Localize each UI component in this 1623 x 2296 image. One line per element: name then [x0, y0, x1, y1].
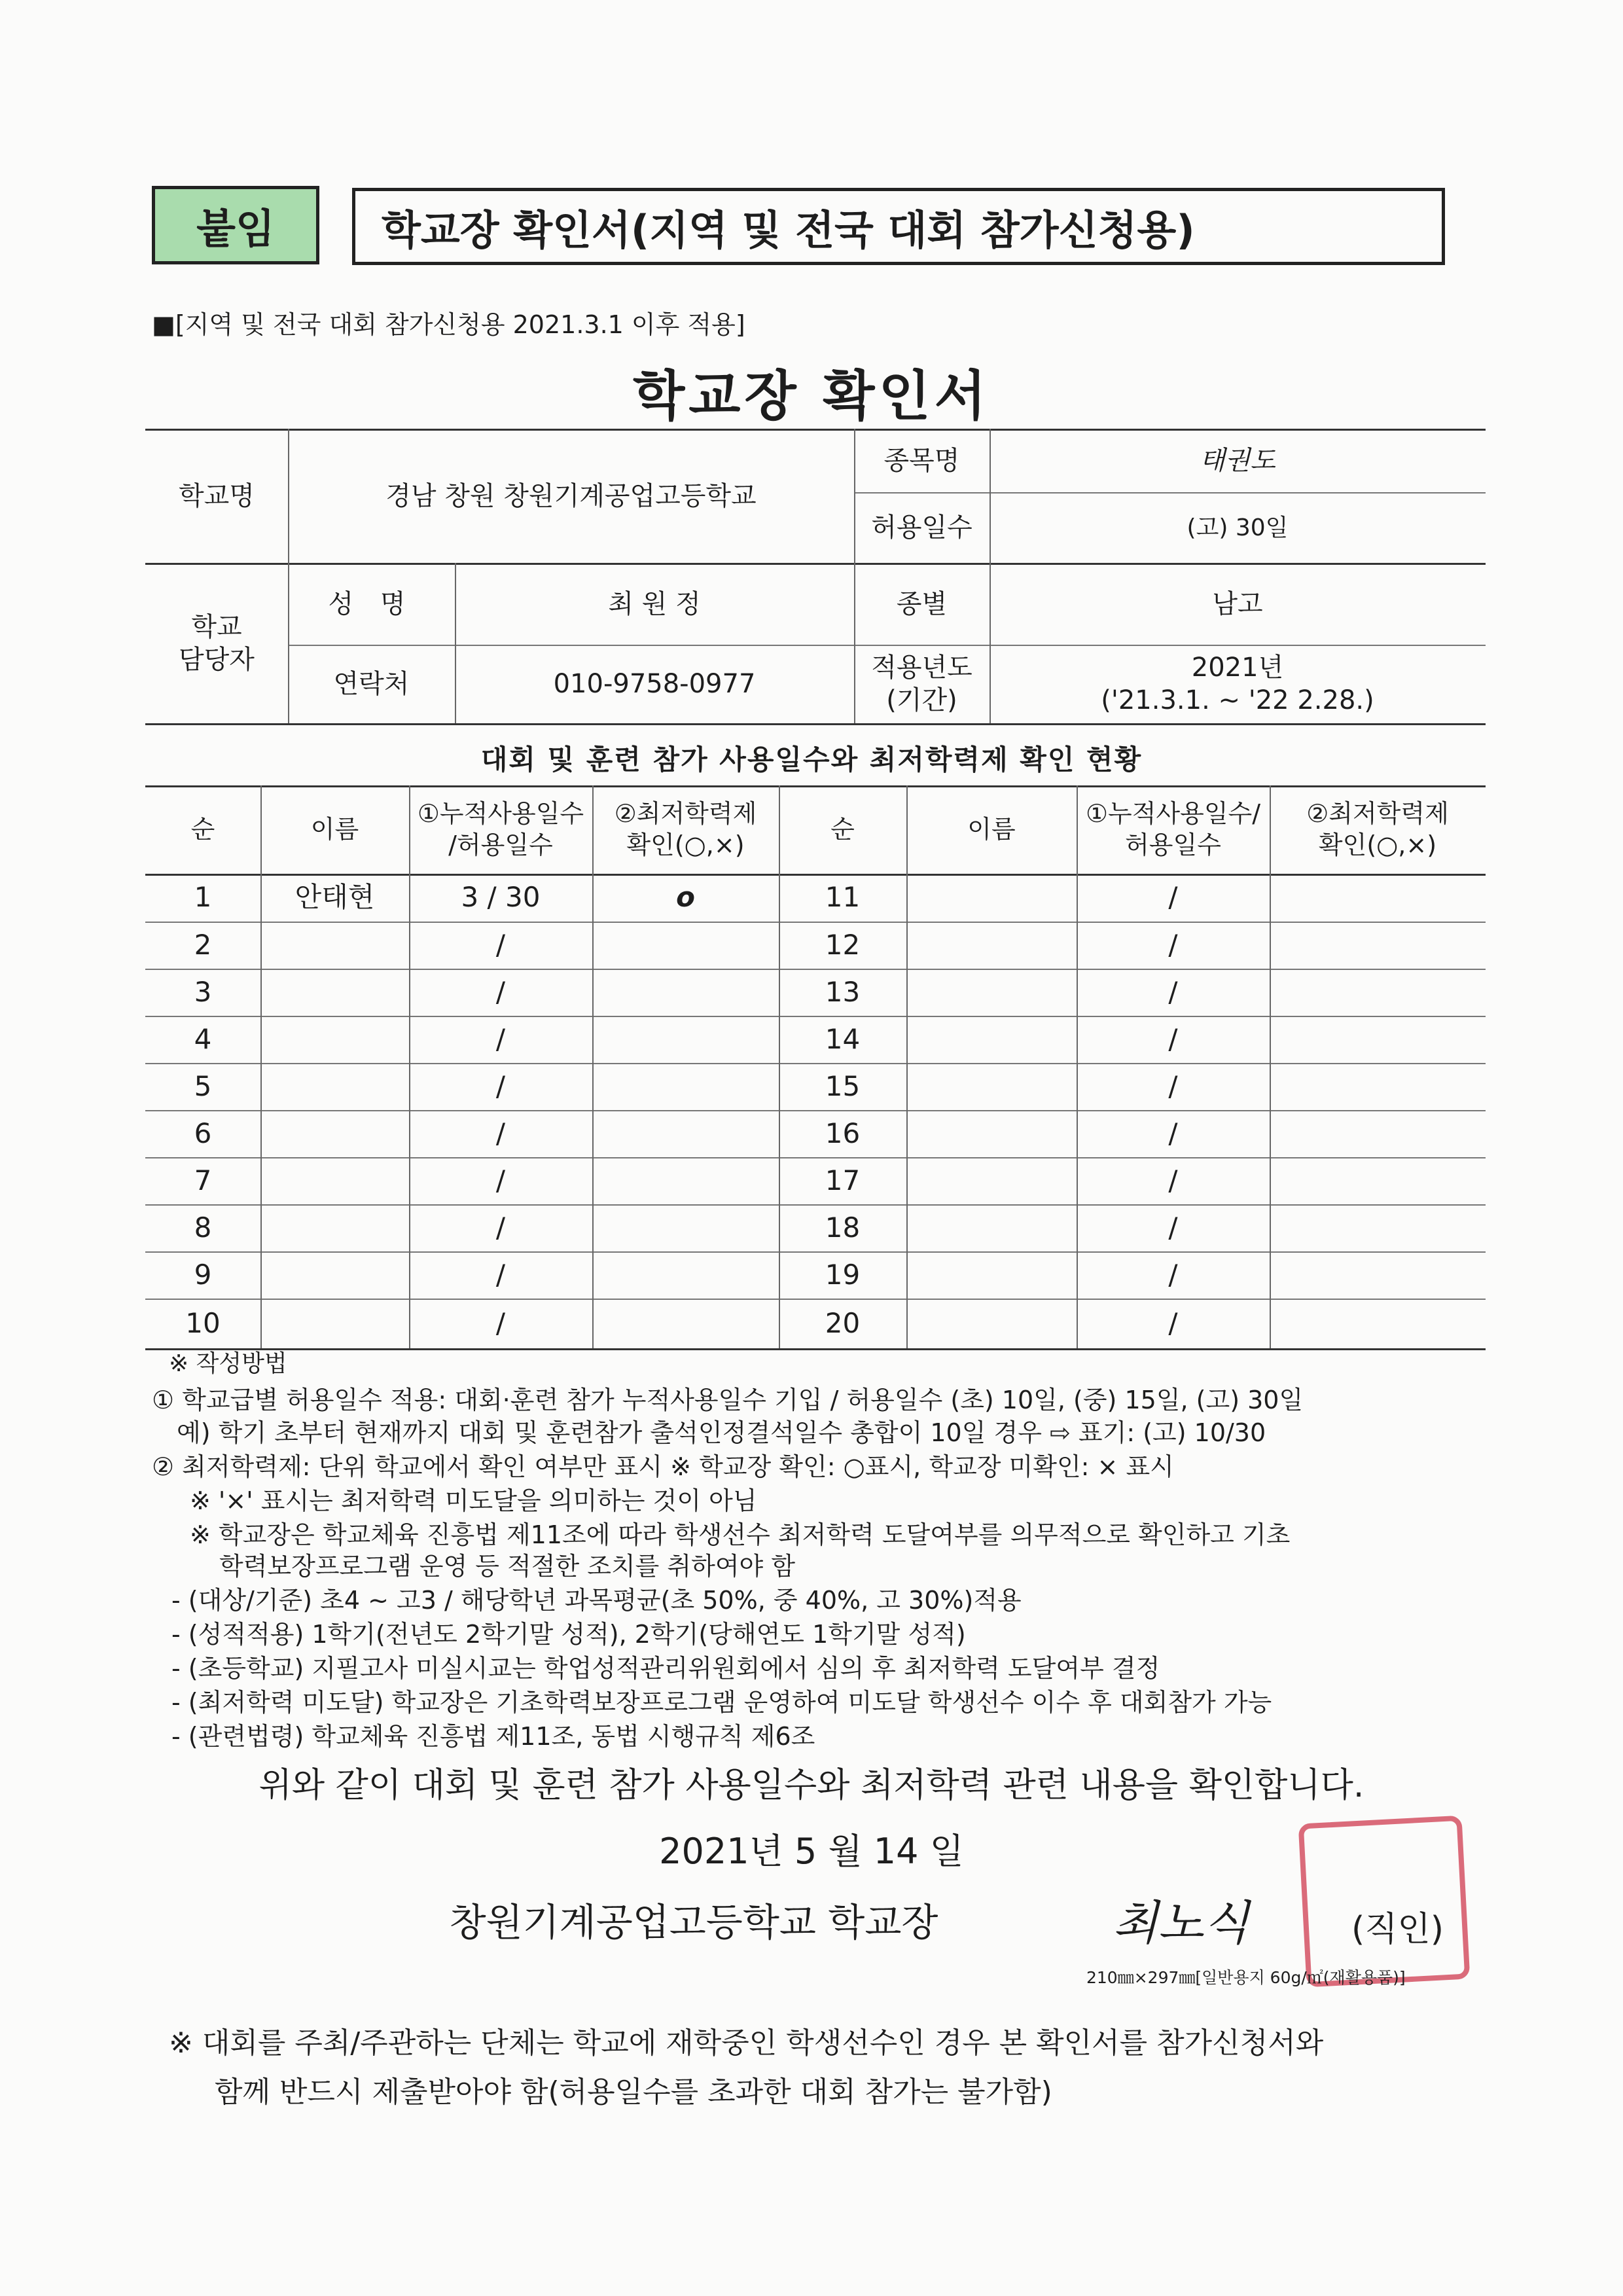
cell-name: 안태현	[294, 881, 375, 914]
cell-days: /	[1168, 881, 1178, 914]
signature-line: 창원기계공업고등학교 학교장	[449, 1900, 938, 1945]
cell-name	[260, 1299, 409, 1348]
handwritten-signature: 최노식	[1113, 1895, 1249, 1950]
cell-check	[1270, 1016, 1486, 1063]
cell-days: /	[495, 1306, 506, 1339]
cell-check	[592, 969, 779, 1016]
cell-no: 4	[194, 1022, 212, 1055]
note-line: - (초등학교) 지필고사 미실시교는 학업성적관리위원회에서 심의 후 최저학력 도달여부 결정	[171, 1654, 1160, 1683]
note-line: ※ 학교장은 학교체육 진흥법 제11조에 따라 학생선수 최저학력 도달여부를 의무적으로 확인하고 기초	[190, 1520, 1291, 1549]
note-line: - (성적적용) 1학기(전년도 2학기말 성적), 2학기(당해연도 1학기말 성적)	[171, 1620, 966, 1649]
header-col-check-left: ②최저학력제 확인(○,×)	[614, 799, 757, 859]
cell-no: 1	[194, 881, 212, 914]
cell-days: /	[495, 1211, 506, 1244]
cell-name	[906, 1016, 1077, 1063]
cell-name	[906, 1157, 1077, 1204]
cell-name	[906, 1063, 1077, 1110]
school-label: 학교명	[179, 480, 255, 511]
cell-check	[1270, 969, 1486, 1016]
header-col-name-right: 이름	[967, 814, 1016, 844]
cell-check	[1270, 1110, 1486, 1157]
header-col-no-left: 순	[190, 814, 215, 844]
cell-no: 20	[825, 1306, 861, 1339]
cell-no: 12	[825, 928, 861, 961]
note-line: ※ 작성방법	[169, 1350, 287, 1377]
header-col-days-left: ①누적사용일수 /허용일수	[417, 799, 584, 859]
cell-check	[1270, 1204, 1486, 1251]
cell-name	[260, 1204, 409, 1251]
cell-check	[592, 922, 779, 969]
note-line: - (최저학력 미도달) 학교장은 기초학력보장프로그램 운영하여 미도달 학생선수 이수 후 대회참가 가능	[171, 1688, 1272, 1717]
cell-name	[260, 1157, 409, 1204]
cell-days: /	[1168, 975, 1178, 1008]
cell-days: /	[1168, 1117, 1178, 1149]
note-line: - (관련법령) 학교체육 진흥법 제11조, 동법 시행규칙 제6조	[171, 1722, 815, 1751]
cell-check	[592, 1016, 779, 1063]
note-line: - (대상/기준) 초4 ~ 고3 / 해당학년 과목평균(초 50%, 중 40%, 고 30%)적용	[171, 1586, 1022, 1615]
cell-days: /	[495, 928, 506, 961]
cell-no: 18	[825, 1211, 861, 1244]
cell-name	[906, 969, 1077, 1016]
note-line: 예) 학기 초부터 현재까지 대회 및 훈련참가 출석인정결석일수 총합이 10일 경우 ⇨ 표기: (고) 10/30	[177, 1418, 1266, 1447]
section-title: 대회 및 훈련 참가 사용일수와 최저학력제 확인 현황	[480, 744, 1143, 776]
cell-check	[1270, 874, 1486, 922]
cell-check	[1270, 1251, 1486, 1299]
cell-no: 17	[825, 1164, 861, 1196]
cell-days: /	[1168, 1258, 1178, 1291]
gender-label: 종별	[896, 588, 948, 619]
cell-no: 15	[825, 1069, 861, 1102]
cell-name	[260, 1016, 409, 1063]
cell-check: o	[676, 881, 695, 914]
cell-check	[592, 1157, 779, 1204]
cell-no: 8	[194, 1211, 212, 1244]
cell-check	[1270, 1299, 1486, 1348]
cell-name	[260, 1251, 409, 1299]
cell-no: 14	[825, 1022, 861, 1055]
header-col-days-right: ①누적사용일수/ 허용일수	[1085, 799, 1261, 859]
event-label: 종목명	[883, 445, 960, 476]
cell-days: /	[495, 1164, 506, 1196]
cell-no: 5	[194, 1069, 212, 1102]
cell-check	[1270, 922, 1486, 969]
year-value: 2021년 ('21.3.1. ~ '22 2.28.)	[1101, 653, 1374, 715]
footer-line-1: ※ 대회를 주최/주관하는 단체는 학교에 재학중인 학생선수인 경우 본 확인서를 참가신청서와	[169, 2026, 1324, 2060]
cell-check	[592, 1063, 779, 1110]
note-line: ① 학교급별 허용일수 적용: 대회·훈련 참가 누적사용일수 기입 / 허용일수 (초) 10일, (중) 15일, (고) 30일	[152, 1386, 1304, 1414]
event-value: 태권도	[1200, 445, 1275, 476]
contact-value: 010-9758-0977	[553, 669, 756, 699]
name-label: 성 명	[328, 588, 415, 619]
cell-check	[592, 1110, 779, 1157]
cell-days: /	[1168, 1211, 1178, 1244]
header-title: 학교장 확인서(지역 및 전국 대회 참가신청용)	[352, 188, 1445, 265]
contact-label: 연락처	[333, 669, 410, 699]
cell-name	[906, 1204, 1077, 1251]
cell-check	[592, 1299, 779, 1348]
cell-name	[260, 1110, 409, 1157]
allowed-days-value: (고) 30일	[1186, 514, 1289, 541]
cell-days: /	[495, 1117, 506, 1149]
note-line: ② 최저학력제: 단위 학교에서 확인 여부만 표시 ※ 학교장 확인: ○표시, 학교장 미확인: × 표시	[152, 1452, 1174, 1481]
seal-label: (직인)	[1351, 1910, 1444, 1949]
cell-no: 11	[825, 881, 861, 914]
manager-label: 학교 담당자	[179, 611, 255, 675]
cell-days: /	[1168, 928, 1178, 961]
cell-no: 3	[194, 975, 212, 1008]
name-value: 최 원 정	[608, 588, 701, 619]
cell-days: /	[495, 1022, 506, 1055]
confirm-text: 위와 같이 대회 및 훈련 참가 사용일수와 최저학력 관련 내용을 확인합니다.	[259, 1766, 1364, 1805]
paper-spec: 210㎜×297㎜[일반용지 60g/㎡(재활용품)]	[1086, 1968, 1406, 1987]
cell-name	[906, 922, 1077, 969]
cell-no: 2	[194, 928, 212, 961]
cell-days: /	[1168, 1022, 1178, 1055]
year-label: 적용년도 (기간)	[871, 653, 972, 715]
cell-name	[906, 1299, 1077, 1348]
header-col-check-right: ②최저학력제 확인(○,×)	[1306, 799, 1449, 859]
date-text: 2021년 5 월 14 일	[659, 1831, 964, 1872]
cell-days: /	[1168, 1069, 1178, 1102]
cell-no: 19	[825, 1258, 861, 1291]
header-col-no-right: 순	[830, 814, 855, 844]
header-col-name-left: 이름	[310, 814, 359, 844]
cell-no: 6	[194, 1117, 212, 1149]
cell-days: /	[495, 1069, 506, 1102]
cell-no: 13	[825, 975, 861, 1008]
cell-check	[592, 1251, 779, 1299]
school-value: 경남 창원 창원기계공업고등학교	[385, 480, 757, 511]
cell-check	[1270, 1157, 1486, 1204]
cell-days: 3 / 30	[461, 881, 541, 914]
cell-name	[260, 969, 409, 1016]
cell-name	[906, 1110, 1077, 1157]
footer-line-2: 함께 반드시 제출받아야 함(허용일수를 초과한 대회 참가는 불가함)	[215, 2075, 1052, 2109]
cell-name	[260, 1063, 409, 1110]
cell-days: /	[495, 1258, 506, 1291]
cell-name	[906, 1251, 1077, 1299]
subtitle: ■[지역 및 전국 대회 참가신청용 2021.3.1 이후 적용]	[152, 310, 745, 339]
cell-days: /	[495, 975, 506, 1008]
cell-days: /	[1168, 1306, 1178, 1339]
cell-no: 7	[194, 1164, 212, 1196]
cell-no: 10	[185, 1306, 221, 1339]
note-line: 학력보장프로그램 운영 등 적절한 조치를 취하여야 함	[219, 1552, 796, 1581]
cell-days: /	[1168, 1164, 1178, 1196]
attachment-tag: 붙임	[152, 186, 319, 264]
note-line: ※ '×' 표시는 최저학력 미도달을 의미하는 것이 아님	[190, 1486, 757, 1515]
cell-check	[592, 1204, 779, 1251]
cell-name	[906, 874, 1077, 922]
cell-no: 16	[825, 1117, 861, 1149]
cell-no: 9	[194, 1258, 212, 1291]
cell-name	[260, 922, 409, 969]
gender-value: 남고	[1212, 588, 1263, 619]
cell-check	[1270, 1063, 1486, 1110]
allowed-days-label: 허용일수	[871, 512, 972, 543]
page-title: 학교장 확인서	[633, 365, 990, 427]
